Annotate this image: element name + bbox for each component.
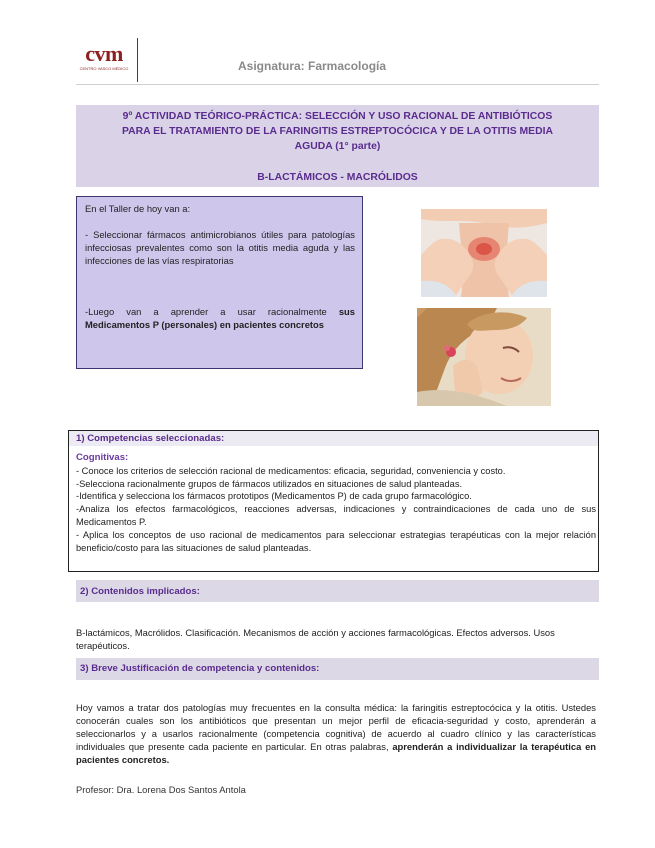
contents-heading: 2) Contenidos implicados: — [80, 586, 200, 597]
justification-text: Hoy vamos a tratar dos patologías muy frecuentes en la consulta médica: la faringitis estreptocócica y la otitis. Ustedes conocerán cuales son los antibióticos que presentan un mejor perfil de eficacia-seguridad y costo, aprenderán a seleccionarlos y a usarlos racionalmente (competencia cognitiva) de acuerdo al cuadro clínico y las características individuales que presente cada paciente en particular. En otras palabras, — [76, 702, 596, 752]
contents-body: B-lactámicos, Macrólidos. Clasificación. Mecanismos de acción y acciones farmacológicas. Efectos adversos. Usos terapéuticos. — [76, 627, 555, 651]
professor-name: Profesor: Dra. Lorena Dos Santos Antola — [76, 784, 246, 795]
logo-subtext: CENTRO VASCO MÉDICO — [79, 66, 129, 71]
header-rule — [76, 84, 599, 85]
competency-item: -Analiza los efectos farmacológicos, reacciones adversas, indicaciones y contraindicaciones de cada uno de sus Medicamentos P. — [76, 504, 596, 527]
intro-p3-bold-text: sus Medicamentos P (personales) en pacientes concretos — [85, 306, 355, 330]
intro-p3-text: -Luego van a aprender a usar racionalmente — [85, 306, 339, 317]
competency-item: - Aplica los conceptos de uso racional de medicamentos para seleccionar estrategias terapéuticas con la mejor relación beneficio/costo para las situaciones de salud planteadas. — [76, 530, 596, 553]
activity-subtitle: B-LACTÁMICOS - MACRÓLIDOS — [257, 172, 418, 183]
intro-box — [76, 196, 363, 369]
activity-title-line-2: PARA EL TRATAMIENTO DE LA FARINGITIS ESTREPTOCÓCICA Y DE LA OTITIS MEDIA — [121, 126, 554, 137]
sore-throat-photo — [421, 209, 547, 297]
activity-title-line-3: AGUDA (1° parte) — [294, 141, 381, 152]
competency-item: -Identifica y selecciona los fármacos prototipos (Medicamentos P) de cada grupo farmacológico. — [76, 491, 472, 501]
justification-body — [76, 701, 596, 766]
subject-title: Asignatura: Farmacología — [238, 59, 387, 73]
intro-paragraph-3 — [85, 305, 355, 331]
logo: cvm — [85, 41, 123, 66]
intro-paragraph-2: - Seleccionar fármacos antimicrobianos útiles para patologías infecciosas prevalentes como son la otitis media aguda y las infecciones de las vías respiratorias — [85, 229, 355, 266]
intro-paragraph-1: En el Taller de hoy van a: — [85, 203, 191, 214]
header-divider — [137, 38, 138, 82]
activity-title-line-1: 9º ACTIVIDAD TEÓRICO-PRÁCTICA: SELECCIÓN Y USO RACIONAL DE ANTIBIÓTICOS — [122, 111, 553, 122]
competencies-heading: 1) Competencias seleccionadas: — [76, 433, 225, 444]
competency-item: -Selecciona racionalmente grupos de fármacos utilizados en situaciones de salud planteadas. — [76, 478, 463, 489]
justification-heading: 3) Breve Justificación de competencia y contenidos: — [80, 663, 320, 674]
ear-pain-child-photo — [417, 308, 551, 406]
justification-bold-text: aprenderán a individualizar la terapéutica en pacientes concretos. — [76, 741, 597, 765]
competency-item: - Conoce los criterios de selección racional de medicamentos: eficacia, seguridad, conveniencia y costo. — [76, 466, 506, 476]
cognitive-label: Cognitivas: — [76, 452, 129, 463]
